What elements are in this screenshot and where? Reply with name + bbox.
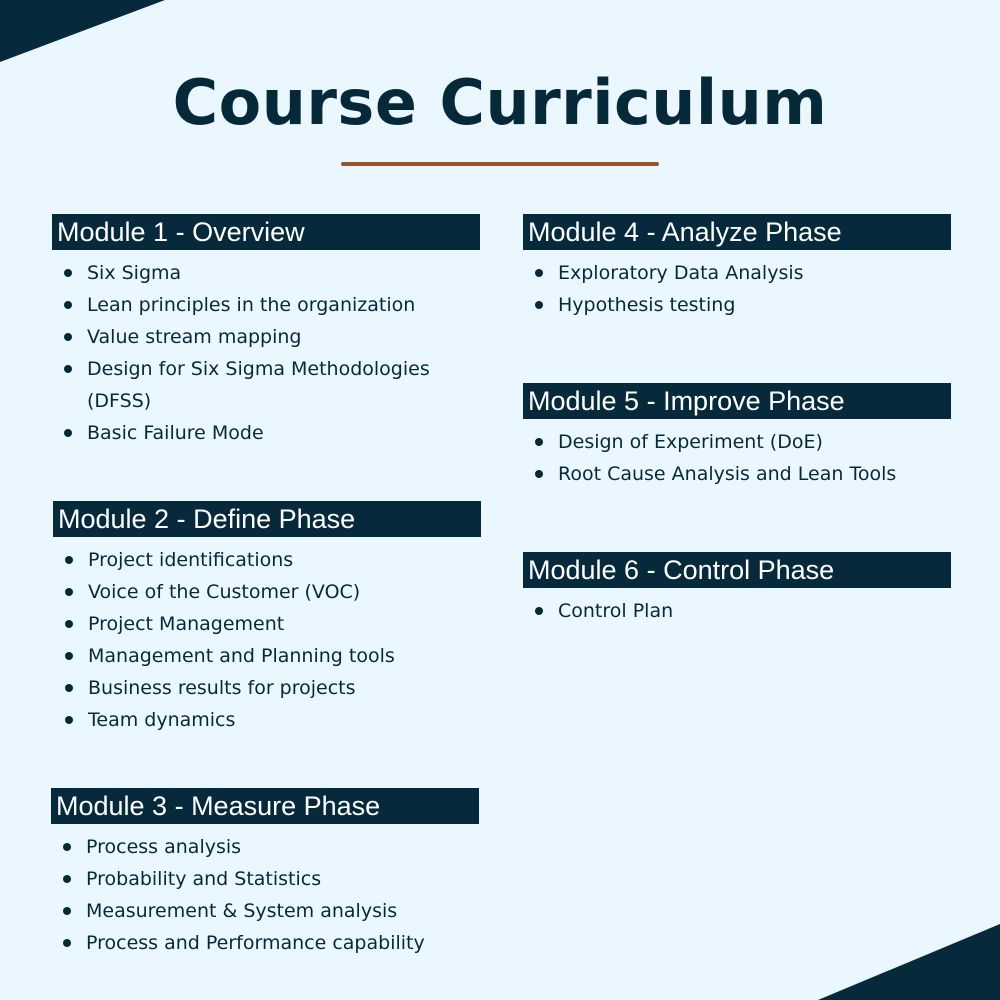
- list-item: [53, 576, 481, 608]
- bullet-icon: [65, 684, 73, 692]
- bullet-icon: [64, 269, 72, 277]
- page-title: Course Curriculum: [172, 66, 828, 139]
- module-item-list: [523, 426, 951, 490]
- bullet-icon: [64, 365, 72, 373]
- module-header: Module 3 - Measure Phase: [51, 788, 479, 824]
- bullet-icon: [63, 875, 71, 883]
- list-item-label: Design for Six Sigma Methodologies (DFSS): [87, 358, 430, 412]
- module-item-list: [51, 831, 479, 959]
- module-header: Module 6 - Control Phase: [523, 552, 951, 588]
- bullet-icon: [64, 429, 72, 437]
- list-item: [53, 704, 481, 736]
- list-item: [51, 927, 479, 959]
- module-header: Module 1 - Overview: [52, 214, 480, 250]
- module-header: Module 2 - Define Phase: [53, 501, 481, 537]
- list-item: [51, 895, 479, 927]
- list-item-label: Business results for projects: [88, 677, 356, 699]
- module-header: Module 4 - Analyze Phase: [523, 214, 951, 250]
- bullet-icon: [535, 269, 543, 277]
- list-item-label: Project Management: [88, 613, 285, 635]
- corner-decoration-bottom-right: [818, 924, 1000, 1000]
- module-item-list: [53, 544, 481, 736]
- list-item: [523, 458, 951, 490]
- list-item-label: Hypothesis testing: [558, 294, 736, 316]
- list-item: [523, 426, 951, 458]
- list-item-label: Control Plan: [558, 600, 674, 622]
- list-item-label: Six Sigma: [87, 262, 182, 284]
- list-item: [52, 353, 452, 417]
- list-item-label: Design of Experiment (DoE): [558, 431, 823, 453]
- bullet-icon: [65, 556, 73, 564]
- list-item: [53, 672, 481, 704]
- module-1: [52, 214, 480, 449]
- list-item-label: Project identifications: [88, 549, 294, 571]
- module-header: Module 5 - Improve Phase: [523, 383, 951, 419]
- list-item: [523, 289, 951, 321]
- module-2: [53, 501, 481, 736]
- list-item: [53, 608, 481, 640]
- list-item-label: Lean principles in the organization: [87, 294, 416, 316]
- list-item-label: Process and Performance capability: [86, 932, 425, 954]
- list-item: [523, 595, 951, 627]
- module-5: [523, 383, 951, 490]
- list-item: [51, 831, 479, 863]
- module-item-list: [523, 595, 951, 627]
- corner-decoration-top-left: [0, 0, 165, 62]
- bullet-icon: [63, 843, 71, 851]
- bullet-icon: [63, 939, 71, 947]
- list-item-label: Probability and Statistics: [86, 868, 322, 890]
- bullet-icon: [535, 470, 543, 478]
- list-item: [52, 257, 480, 289]
- list-item-label: Exploratory Data Analysis: [558, 262, 804, 284]
- bullet-icon: [64, 301, 72, 309]
- list-item-label: Team dynamics: [88, 709, 236, 731]
- list-item-label: Root Cause Analysis and Lean Tools: [558, 463, 897, 485]
- list-item-label: Process analysis: [86, 836, 242, 858]
- module-item-list: [52, 257, 480, 449]
- module-3: [51, 788, 479, 959]
- list-item-label: Management and Planning tools: [88, 645, 395, 667]
- list-item: [53, 544, 481, 576]
- list-item-label: Value stream mapping: [87, 326, 302, 348]
- list-item-label: Basic Failure Mode: [87, 422, 264, 444]
- list-item: [52, 321, 480, 353]
- bullet-icon: [65, 620, 73, 628]
- list-item: [52, 289, 480, 321]
- list-item: [523, 257, 951, 289]
- module-4: [523, 214, 951, 321]
- bullet-icon: [63, 907, 71, 915]
- bullet-icon: [535, 607, 543, 615]
- list-item: [52, 417, 480, 449]
- list-item: [51, 863, 479, 895]
- module-item-list: [523, 257, 951, 321]
- list-item-label: Voice of the Customer (VOC): [88, 581, 361, 603]
- bullet-icon: [535, 301, 543, 309]
- list-item-label: Measurement & System analysis: [86, 900, 398, 922]
- bullet-icon: [65, 716, 73, 724]
- bullet-icon: [65, 588, 73, 596]
- bullet-icon: [65, 652, 73, 660]
- bullet-icon: [64, 333, 72, 341]
- module-6: [523, 552, 951, 627]
- title-divider: [341, 162, 659, 166]
- list-item: [53, 640, 481, 672]
- bullet-icon: [535, 438, 543, 446]
